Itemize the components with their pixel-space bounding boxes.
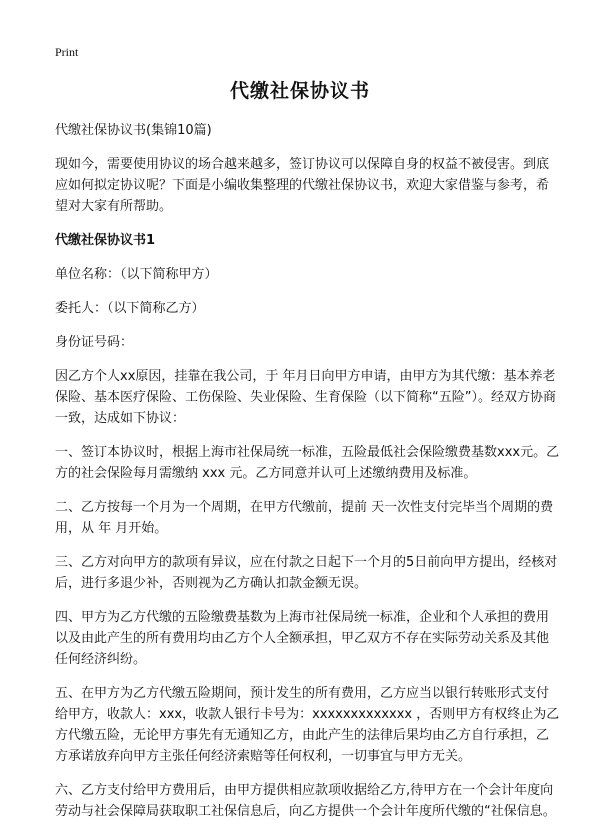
document-subtitle: 代缴社保协议书(集锦10篇)	[55, 123, 212, 138]
section-heading: 代缴社保协议书1	[55, 233, 156, 248]
document-body	[55, 120, 560, 830]
id-number-field: 身份证号码：	[55, 335, 134, 350]
agreement-paragraph-intro: 因乙方个人xx原因，挂靠在我公司，于 年月日向甲方申请，由甲方为其代缴：基本养老保险、基本医疗保险、工伤保险、失业保险、生育保险（以下简称“五险”）。经双方协商一致，达成如下协议：	[55, 369, 556, 426]
print-link[interactable]: Print	[55, 45, 79, 59]
agreement-clause-3: 三、乙方对向甲方的款项有异议，应在付款之日起下一个月的5日前向甲方提出，经核对后，进行多退少补，否则视为乙方确认扣款金额无误。	[55, 555, 558, 591]
agreement-clause-6: 六、乙方支付给甲方费用后，由甲方提供相应款项收据给乙方,待甲方在一个会计年度向劳动与社会保障局获取职工社保信息后，向乙方提供一个会计年度所代缴的“社保信息。	[55, 783, 556, 819]
client-field: 委托人：（以下简称乙方）	[55, 301, 205, 316]
intro-paragraph: 现如今，需要使用协议的场合越来越多，签订协议可以保障自身的权益不被侵害。到底应如何拟定协议呢？下面是小编收集整理的代缴社保协议书，欢迎大家借鉴与参考，希望对大家有所帮助。	[55, 157, 550, 214]
agreement-clause-4: 四、甲方为乙方代缴的五险缴费基数为上海市社保局统一标准，企业和个人承担的费用以及由此产生的所有费用均由乙方个人全额承担，甲乙双方不存在实际劳动关系及其他任何经济纠纷。	[55, 610, 550, 667]
document-title: 代缴社保协议书	[229, 80, 370, 102]
agreement-clause-2: 二、乙方按每一个月为一个周期，在甲方代缴前，提前 天一次性支付完毕当个周期的费用，从 年 月开始。	[55, 500, 554, 536]
agreement-clause-5: 五、在甲方为乙方代缴五险期间，预计发生的所有费用，乙方应当以银行转账形式支付给甲方，收款人：xxx，收款人银行卡号为：xxxxxxxxxxxxx ，否则甲方有权终止为乙方代缴五险，无论甲方事先有无通知乙方，由此产生的法律后果均由乙方自行承担，乙方承诺放弃向甲方主张任何经济索赔等任何权利，一切事宜与甲方无关。	[55, 686, 560, 764]
unit-name-field: 单位名称：（以下简称甲方）	[55, 267, 218, 282]
agreement-clause-1: 一、签订本协议时，根据上海市社保局统一标准，五险最低社会保险缴费基数xxx元。乙方的社会保险每月需缴纳 xxx 元。乙方同意并认可上述缴纳费用及标准。	[55, 445, 560, 481]
